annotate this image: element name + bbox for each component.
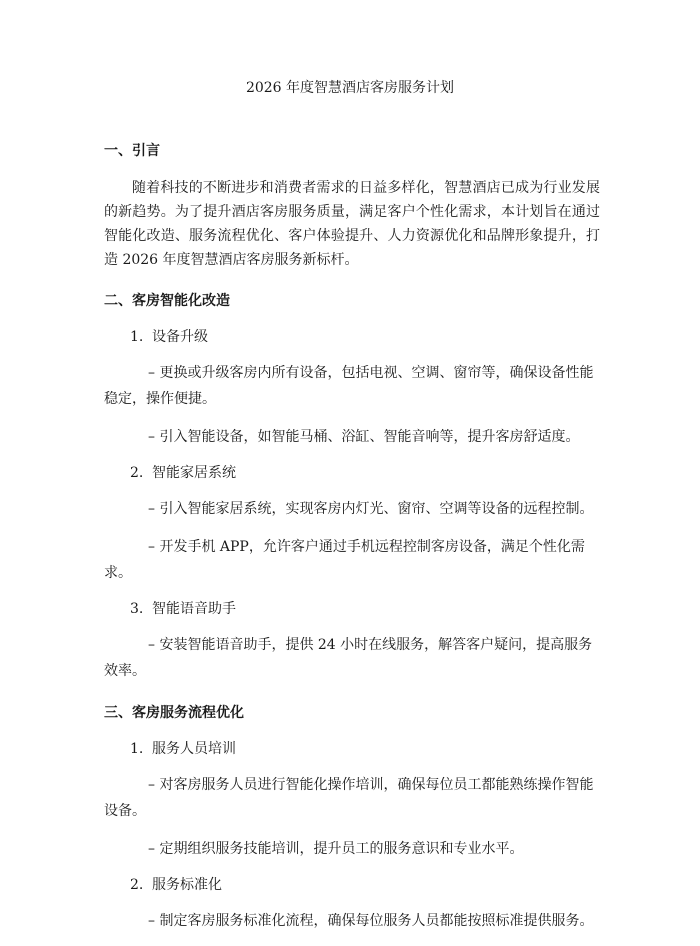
list-item-label: 智能家居系统: [152, 465, 236, 481]
list-item-smart-home-system: [104, 462, 600, 484]
document-title: 2026 年度智慧酒店客房服务计划: [245, 80, 455, 96]
document-body: [104, 140, 600, 946]
bullet-point: – 引入智能设备，如智能马桶、浴缸、智能音响等，提升客房舒适度。: [148, 429, 580, 445]
list-item-equipment-upgrade: [104, 326, 600, 348]
list-item-service-standardization: [104, 874, 600, 896]
list-item-label: 服务标准化: [152, 877, 222, 893]
list-item-number: 3.: [130, 601, 144, 617]
bullet-point: – 更换或升级客房内所有设备，包括电视、空调、窗帘等，确保设备性能稳定，操作便捷。: [104, 365, 594, 407]
list-item-label: 设备升级: [152, 329, 208, 345]
bullet-point: – 安装智能语音助手，提供 24 小时在线服务，解答客户疑问，提高服务效率。: [104, 637, 593, 679]
list-item-number: 1.: [130, 329, 144, 345]
list-item-number: 2.: [130, 877, 144, 893]
bullet-point: – 引入智能家居系统，实现客房内灯光、窗帘、空调等设备的远程控制。: [148, 501, 594, 517]
section-heading-smart-renovation: 二、客房智能化改造: [104, 293, 230, 309]
list-item-label: 服务人员培训: [152, 741, 236, 757]
bullet-point: – 对客房服务人员进行智能化操作培训，确保每位员工都能熟练操作智能设备。: [104, 777, 594, 819]
section-heading-introduction: 一、引言: [104, 143, 160, 159]
section-heading-service-optimization: 三、客房服务流程优化: [104, 705, 244, 721]
bullet-point: – 开发手机 APP，允许客户通过手机远程控制客房设备，满足个性化需求。: [104, 539, 585, 581]
list-item-number: 1.: [130, 741, 144, 757]
introduction-paragraph: 随着科技的不断进步和消费者需求的日益多样化，智慧酒店已成为行业发展的新趋势。为了提升酒店客房服务质量，满足客户个性化需求，本计划旨在通过智能化改造、服务流程优化、客户体验提升、人力资源优化和品牌形象提升，打造 2026 年度智慧酒店客房服务新标杆。: [104, 180, 600, 268]
list-item-label: 智能语音助手: [152, 601, 236, 617]
bullet-point: – 定期组织服务技能培训，提升员工的服务意识和专业水平。: [148, 841, 524, 857]
list-item-number: 2.: [130, 465, 144, 481]
list-item-staff-training: [104, 738, 600, 760]
list-item-voice-assistant: [104, 598, 600, 620]
bullet-point: – 制定客房服务标准化流程，确保每位服务人员都能按照标准提供服务。: [148, 913, 594, 929]
